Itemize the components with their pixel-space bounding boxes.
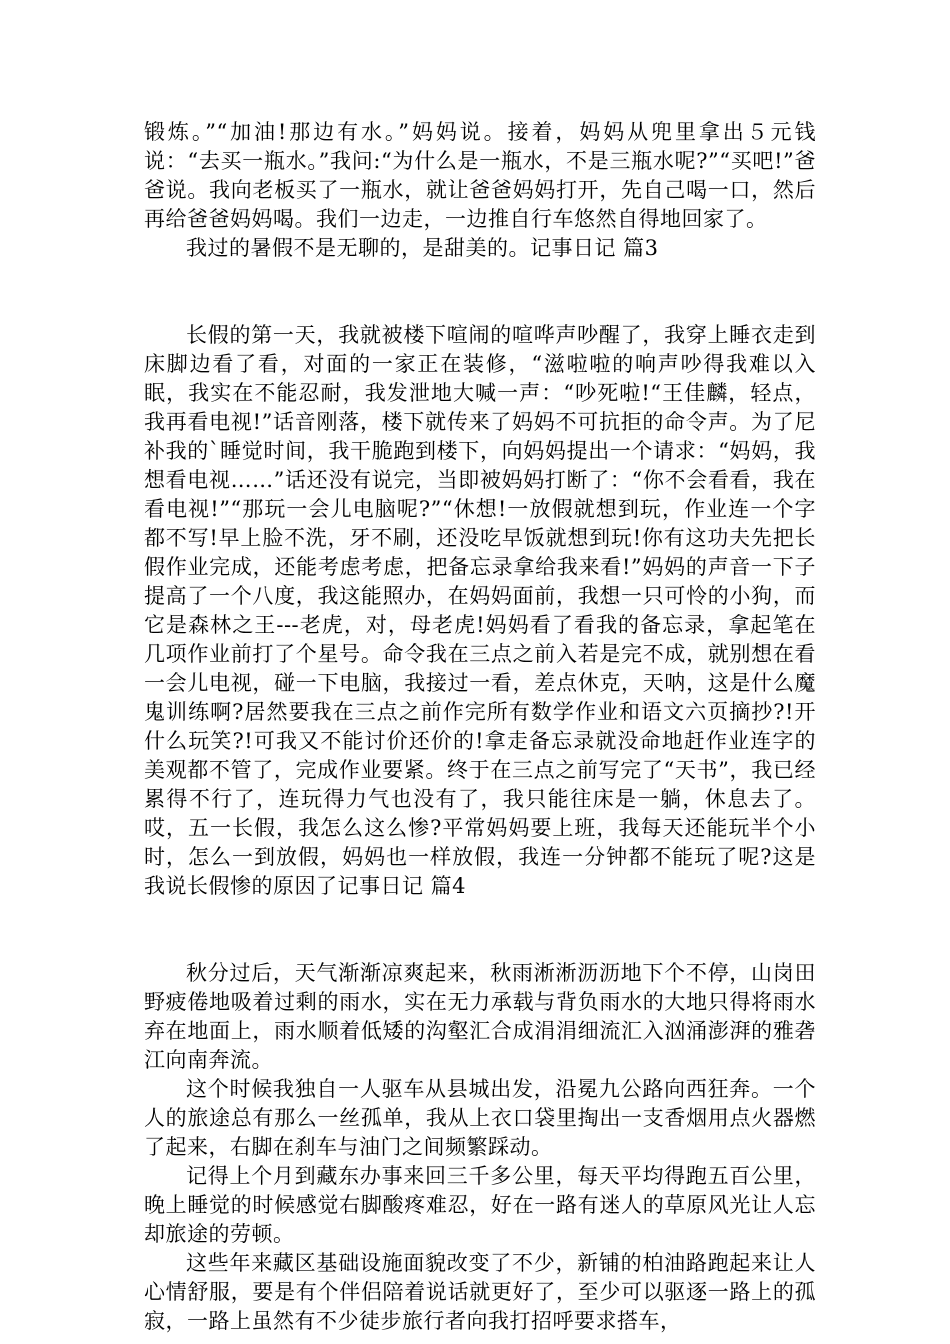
paragraph-long-holiday: 长假的第一天，我就被楼下喧闹的喧哗声吵醒了，我穿上睡衣走到床脚边看了看，对面的一家正在装修，“滋啦啦的响声吵得我难以入眠，我实在不能忍耐，我发泄地大喊一声：“吵死啦!“王佳麟，轻点，我再看电视!”话音刚落，楼下就传来了妈妈不可抗拒的命令声。为了尼补我的`睡觉时间，我干脆跑到楼下，向妈妈提出一个请求：“妈妈，我想看电视……”话还没有说完，当即被妈妈打断了：“你不会看看，我在看电视!”“那玩一会儿电脑呢?”“休想!一放假就想到玩，作业连一个字都不写!早上脸不洗，牙不刷，还没吃早饭就想到玩!你有这功夫先把长假作业完成，还能考虑考虑，把备忘录拿给我来看!”妈妈的声音一下子提高了一个八度，我这能照办，在妈妈面前，我想一只可怜的小狗，而它是森林之王---老虎，对，母老虎!妈妈看了看我的备忘录，拿起笔在几项作业前打了个星号。命令我在三点之前入若是完不成，就别想在看一会儿电视，碰一下电脑，我接过一看，差点休克，天呐，这是什么魔鬼训练啊?居然要我在三点之前作完所有数学作业和语文六页摘抄?!开什么玩笑?!可我又不能讨价还价的!拿走备忘录就没命地赶作业连字的美观都不管了，完成作业要紧。终于在三点之前写完了“天书”，我已经累得不行了，连玩得力气也没有了，我只能往床是一躺，休息去了。哎，五一长假，我怎么这么惨?平常妈妈要上班，我每天还能玩半个小时，怎么一到放假，妈妈也一样放假，我连一分钟都不能玩了呢?这是我说长假惨的原因了记事日记 篇4 — [144, 323, 816, 898]
document-page — [144, 118, 816, 1336]
paragraph-gap — [144, 263, 816, 321]
paragraph-roads: 这些年来藏区基础设施面貌改变了不少，新铺的柏油路跑起来让人心情舒服，要是有个伴侣陪着说话就更好了，至少可以驱逐一路上的孤寂，一路上虽然有不少徒步旅行者向我打招呼要求搭车， — [144, 1251, 816, 1333]
paragraph-drive: 这个时候我独自一人驱车从县城出发，沿冕九公路向西狂奔。一个人的旅途总有那么一丝孤单，我从上衣口袋里掏出一支香烟用点火器燃了起来，右脚在刹车与油门之间频繁踩动。 — [144, 1077, 816, 1159]
paragraph-gap — [144, 901, 816, 959]
paragraph-summer-ending: 我过的暑假不是无聊的，是甜美的。记事日记 篇3 — [186, 236, 659, 260]
paragraph-continuation: 锻炼。”“加油!那边有水。”妈妈说。接着，妈妈从兜里拿出５元钱说：“去买一瓶水。”我问:“为什么是一瓶水，不是三瓶水呢?”“买吧!”爸爸说。我向老板买了一瓶水，就让爸爸妈妈打开，先自己喝一口，然后再给爸爸妈妈喝。我们一边走，一边推自行车悠然自得地回家了。 — [144, 120, 816, 231]
paragraph-autumn: 秋分过后，天气渐渐凉爽起来，秋雨淅淅沥沥地下个不停，山岗田野疲倦地吸着过剩的雨水，实在无力承载与背负雨水的大地只得将雨水弃在地面上，雨水顺着低矮的沟壑汇合成涓涓细流汇入汹涌澎湃的雅砻江向南奔流。 — [144, 961, 816, 1072]
paragraph-memory: 记得上个月到藏东办事来回三千多公里，每天平均得跑五百公里，晚上睡觉的时候感觉右脚酸疼难忍，好在一路有迷人的草原风光让人忘却旅途的劳顿。 — [144, 1164, 816, 1246]
